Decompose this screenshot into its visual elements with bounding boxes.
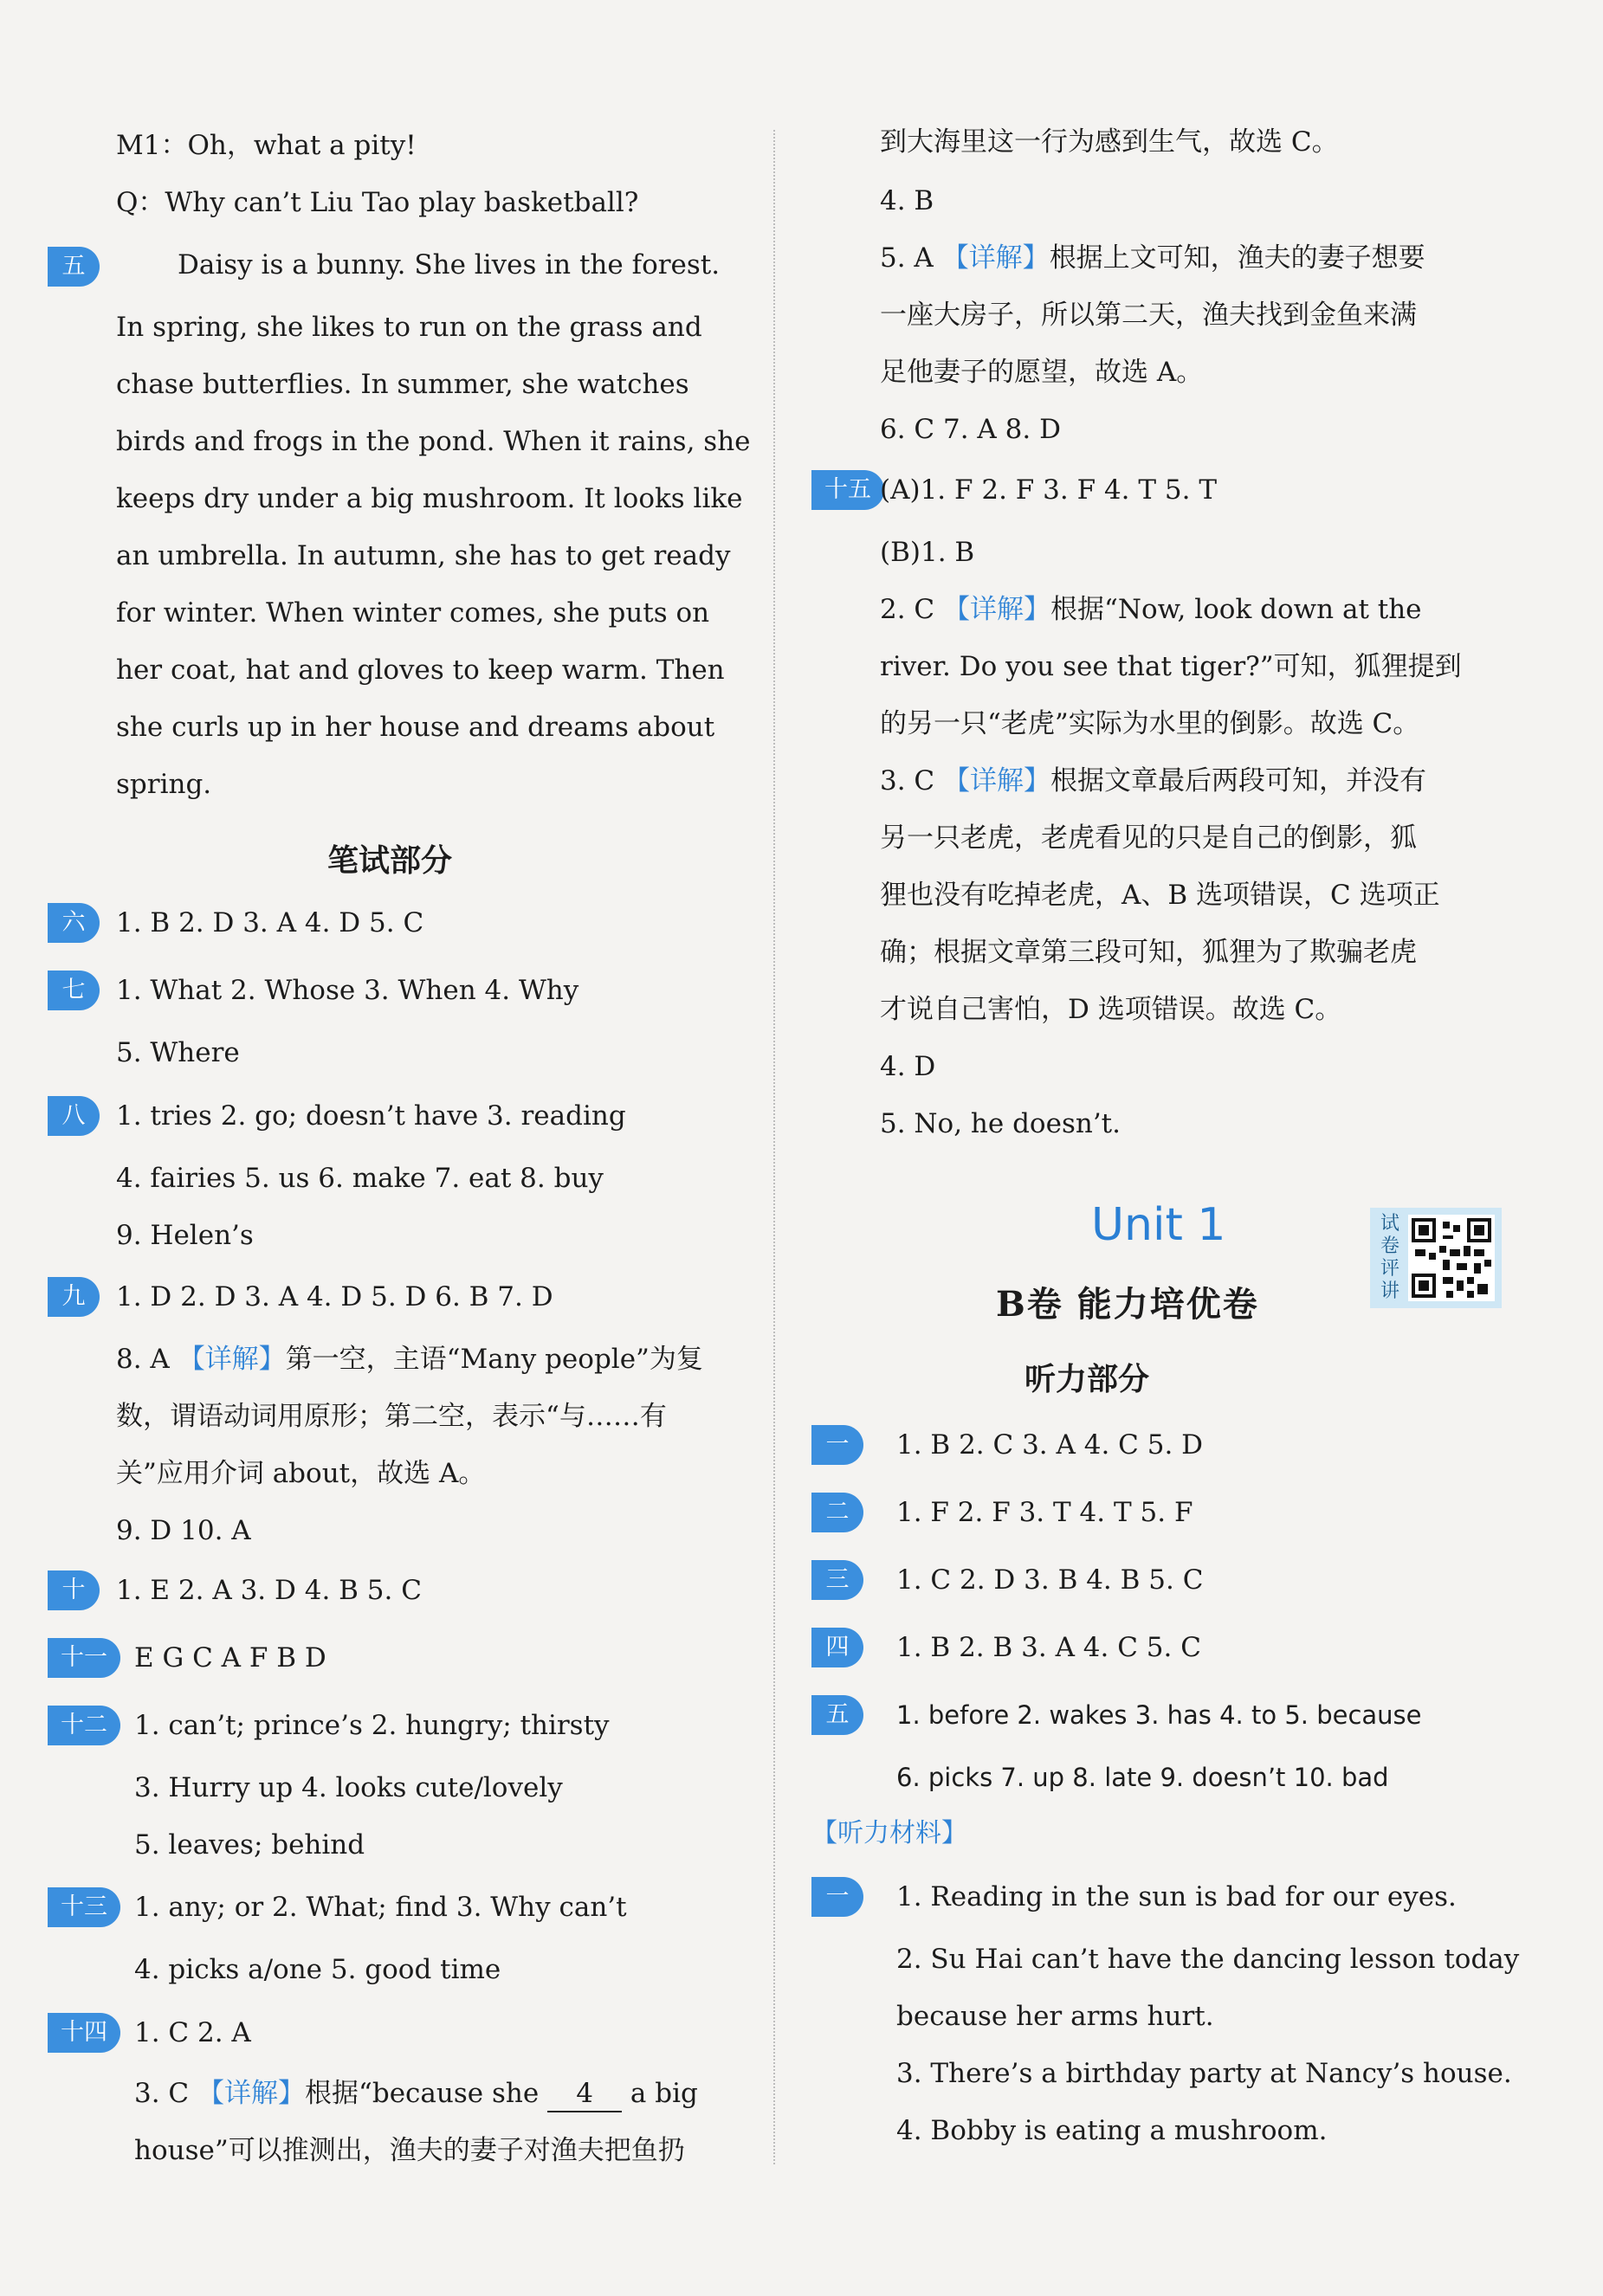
explanation-text: 狸也没有吃掉老虎，A、B 选项错误，C 选项正 bbox=[880, 880, 1440, 911]
answer-line: 1. D 2. D 3. A 4. D 5. D 6. B 7. D bbox=[116, 1281, 553, 1312]
column-divider bbox=[773, 130, 775, 2164]
explanation-text: 一座大房子，所以第二天，渔夫找到金鱼来满 bbox=[880, 300, 1417, 331]
section-tab-13: 十三 bbox=[48, 1887, 120, 1927]
qr-code-panel[interactable] bbox=[1370, 1208, 1502, 1308]
answer-line: 1. What 2. Whose 3. When 4. Why bbox=[116, 975, 579, 1006]
answer-line bbox=[134, 2076, 698, 2112]
passage-line: Daisy is a bunny. She lives in the forest. bbox=[178, 249, 721, 281]
passage-line: birds and frogs in the pond. When it rains, she bbox=[116, 426, 751, 457]
section-tab-3: 三 bbox=[811, 1560, 863, 1600]
transcript-line: 2. Su Hai can’t have the dancing lesson today bbox=[896, 1944, 1520, 1975]
detail-label: 【详解】 bbox=[197, 2078, 306, 2109]
explanation-text: 第一空，主语“Many people”为复 bbox=[285, 1344, 703, 1375]
answer-line: 4. fairies 5. us 6. make 7. eat 8. buy bbox=[116, 1163, 604, 1194]
passage-line: an umbrella. In autumn, she has to get ready bbox=[116, 540, 731, 571]
qr-code-icon bbox=[1408, 1215, 1495, 1301]
section-tab-14: 十四 bbox=[48, 2013, 120, 2053]
answer-line: 4. D bbox=[880, 1051, 936, 1082]
qr-label: 试卷评讲 bbox=[1380, 1213, 1399, 1302]
section-tab-15: 十五 bbox=[811, 470, 884, 510]
answer-line: 9. Helen’s bbox=[116, 1220, 254, 1251]
answer-line: 1. E 2. A 3. D 4. B 5. C bbox=[116, 1575, 422, 1606]
detail-label: 【详解】 bbox=[941, 242, 1050, 274]
explanation-text: 确；根据文章第三段可知，狐狸为了欺骗老虎 bbox=[880, 937, 1417, 968]
answer-line: 1. C 2. A bbox=[134, 2017, 251, 2048]
explanation-text: 根据上文可知，渔夫的妻子想要 bbox=[1049, 242, 1425, 274]
answer-line: 5. No, he doesn’t. bbox=[880, 1108, 1121, 1139]
answer-line bbox=[880, 241, 1425, 275]
answer-line: 4. picks a/one 5. good time bbox=[134, 1954, 501, 1985]
section-tab-4: 四 bbox=[811, 1628, 863, 1667]
answer-line: 1. C 2. D 3. B 4. B 5. C bbox=[896, 1564, 1204, 1596]
explanation-text: 到大海里这一行为感到生气，故选 C。 bbox=[880, 126, 1339, 158]
section-tab-5: 五 bbox=[48, 247, 100, 287]
answer-line: 1. before 2. wakes 3. has 4. to 5. because bbox=[896, 1700, 1422, 1730]
transcript-line: 4. Bobby is eating a mushroom. bbox=[896, 2115, 1328, 2146]
section-tab-5: 五 bbox=[811, 1695, 863, 1735]
passage-line: chase butterflies. In summer, she watches bbox=[116, 369, 689, 400]
answer-line: 5. Where bbox=[116, 1037, 240, 1068]
explanation-text: 足他妻子的愿望，故选 A。 bbox=[880, 357, 1204, 388]
passage-line: keeps dry under a big mushroom. It looks like bbox=[116, 483, 743, 514]
answer-line bbox=[116, 1342, 703, 1377]
answer-line: E G C A F B D bbox=[134, 1642, 326, 1674]
explanation-text: 的另一只“老虎”实际为水里的倒影。故选 C。 bbox=[880, 708, 1420, 739]
transcript-line: 1. Reading in the sun is bad for our eyes. bbox=[896, 1881, 1457, 1912]
section-tab-9: 九 bbox=[48, 1277, 100, 1317]
answer-line: 4. B bbox=[880, 185, 934, 216]
passage-line: for winter. When winter comes, she puts on bbox=[116, 597, 710, 629]
explanation-text: 数，谓语动词用原形；第二空，表示“与……有 bbox=[116, 1401, 667, 1432]
fill-blank: 4 bbox=[547, 2076, 622, 2112]
answer-line: (A)1. F 2. F 3. F 4. T 5. T bbox=[880, 474, 1218, 506]
paper-title: B卷 能力培优卷 bbox=[996, 1284, 1259, 1325]
answer-number: 3. C bbox=[134, 2078, 198, 2109]
explanation-text: house”可以推测出，渔夫的妻子对渔夫把鱼扔 bbox=[134, 2135, 685, 2166]
explanation-text: a big bbox=[630, 2078, 698, 2109]
section-tab-12: 十二 bbox=[48, 1706, 120, 1745]
answer-line: 6. picks 7. up 8. late 9. doesn’t 10. bad bbox=[896, 1763, 1389, 1792]
section-tab-11: 十一 bbox=[48, 1638, 120, 1678]
listening-title: 听力部分 bbox=[1024, 1362, 1149, 1397]
listening-material-label: 【听力材料】 bbox=[811, 1818, 967, 1848]
answer-line: 1. B 2. B 3. A 4. C 5. C bbox=[896, 1632, 1201, 1663]
answer-number: 8. A bbox=[116, 1344, 178, 1375]
answer-line: (B)1. B bbox=[880, 537, 975, 568]
section-title: 笔试部分 bbox=[326, 843, 452, 879]
answer-line: 9. D 10. A bbox=[116, 1515, 251, 1546]
explanation-text: 根据“because she bbox=[305, 2078, 540, 2109]
transcript-line: 3. There’s a birthday party at Nancy’s house. bbox=[896, 2058, 1512, 2089]
detail-label: 【详解】 bbox=[943, 765, 1051, 797]
answer-line: 1. tries 2. go; doesn’t have 3. reading bbox=[116, 1100, 626, 1132]
section-tab-6: 六 bbox=[48, 903, 100, 943]
passage-line: she curls up in her house and dreams about bbox=[116, 712, 715, 743]
passage-line: her coat, hat and gloves to keep warm. Then bbox=[116, 655, 725, 686]
section-tab-8: 八 bbox=[48, 1096, 100, 1136]
answer-line: 1. F 2. F 3. T 4. T 5. F bbox=[896, 1497, 1193, 1528]
answer-number: 3. C bbox=[880, 765, 944, 797]
answer-line: 6. C 7. A 8. D bbox=[880, 414, 1061, 445]
answer-number: 2. C bbox=[880, 594, 944, 625]
unit-title: Unit 1 bbox=[1091, 1199, 1226, 1251]
detail-label: 【详解】 bbox=[178, 1344, 286, 1375]
section-tab-2: 二 bbox=[811, 1493, 863, 1532]
question-line: Q：Why can’t Liu Tao play basketball? bbox=[116, 187, 639, 218]
answer-number: 5. A bbox=[880, 242, 942, 274]
explanation-text: river. Do you see that tiger?”可知，狐狸提到 bbox=[880, 651, 1462, 682]
section-tab-1: 一 bbox=[811, 1877, 863, 1917]
section-tab-1: 一 bbox=[811, 1425, 863, 1465]
answer-line: 1. can’t; prince’s 2. hungry; thirsty bbox=[134, 1710, 610, 1741]
explanation-text: 根据文章最后两段可知，并没有 bbox=[1050, 765, 1427, 797]
answer-line: 3. Hurry up 4. looks cute/lovely bbox=[134, 1772, 563, 1803]
section-tab-7: 七 bbox=[48, 971, 100, 1010]
answer-line: 1. any; or 2. What; find 3. Why can’t bbox=[134, 1892, 627, 1923]
explanation-text: 才说自己害怕，D 选项错误。故选 C。 bbox=[880, 994, 1342, 1025]
explanation-text: 关”应用介词 about，故选 A。 bbox=[116, 1458, 486, 1489]
dialogue-line: M1：Oh，what a pity! bbox=[116, 130, 417, 161]
transcript-line: because her arms hurt. bbox=[896, 2001, 1214, 2032]
passage-line: spring. bbox=[116, 769, 212, 800]
section-tab-10: 十 bbox=[48, 1570, 100, 1610]
answer-line bbox=[880, 764, 1426, 798]
explanation-text: 另一只老虎，老虎看见的只是自己的倒影，狐 bbox=[880, 822, 1417, 854]
answer-line bbox=[880, 592, 1422, 627]
passage-line: In spring, she likes to run on the grass and bbox=[116, 312, 702, 343]
answer-line: 5. leaves; behind bbox=[134, 1829, 365, 1861]
answer-line: 1. B 2. D 3. A 4. D 5. C bbox=[116, 907, 424, 938]
answer-line: 1. B 2. C 3. A 4. C 5. D bbox=[896, 1429, 1204, 1461]
explanation-text: 根据“Now, look down at the bbox=[1050, 594, 1422, 625]
detail-label: 【详解】 bbox=[943, 594, 1051, 625]
